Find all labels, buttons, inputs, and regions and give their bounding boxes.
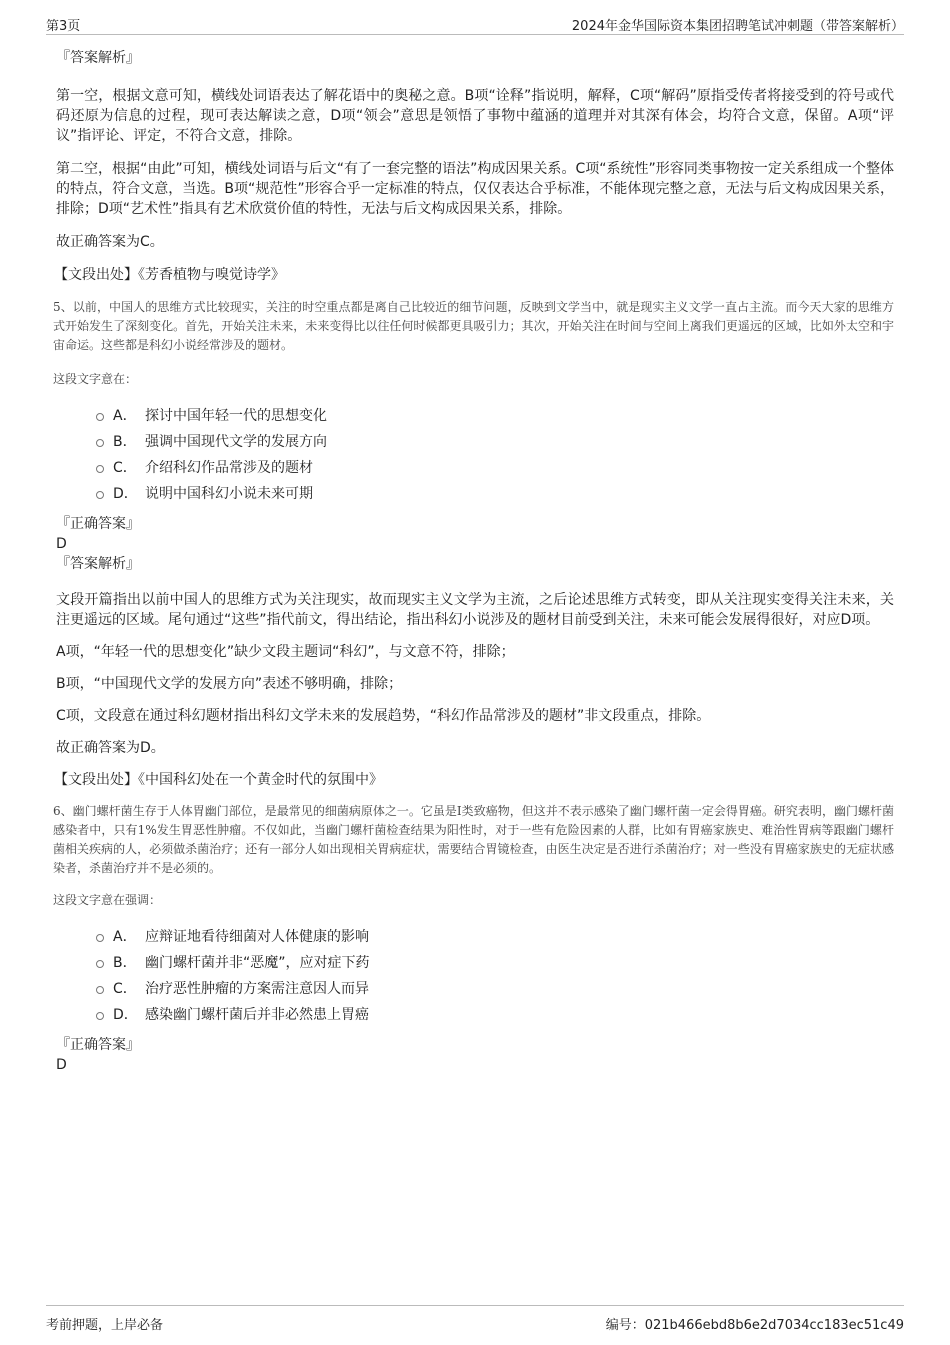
q4-source: 【文段出处】《芳香植物与嗅觉诗学》 xyxy=(54,267,285,283)
footer-slogan: 考前押题，上岸必备 xyxy=(46,1318,164,1333)
radio-icon[interactable] xyxy=(96,934,104,942)
q6-answer: D xyxy=(56,1057,67,1073)
q4-analysis-paragraph: 第二空，根据“由此”可知，横线处词语与后文“有了一套完整的语法”构成因果关系。C项“系统性”形容同类事物按一定关系组成一个整体的特点，符合文意，当选。B项“规范性”形容合乎一定标准的特点，仅仅表达合乎标准，不能体现完整之意，无法与后文构成因果关系，排除；D项“艺术性”指具有艺术欣赏价值的特性，无法与后文构成因果关系，排除。 xyxy=(56,161,894,217)
q5-analysis-paragraph: 文段开篇指出以前中国人的思维方式为关注现实，故而现实主义文学为主流，之后论述思维方式转变，即从关注现实变得关注未来，关注更遥远的区域。尾句通过“这些”指代前文，得出结论，指出科幻小说涉及的题材目前受到关注，未来可能会发展得很好，对应D项。 xyxy=(56,592,894,628)
q6-option-d[interactable]: D． 感染幽门螺杆菌后并非必然患上胃癌 xyxy=(96,1001,894,1027)
document-title: 2024年金华国际资本集团招聘笔试冲刺题（带答案解析） xyxy=(571,19,904,34)
q5-option-b[interactable]: B． 强调中国现代文学的发展方向 xyxy=(96,428,894,454)
q5-prompt: 这段文字意在： xyxy=(53,372,138,386)
page-footer xyxy=(46,1305,904,1336)
q5-analysis-label: 『答案解析』 xyxy=(56,556,140,572)
q5-analysis-paragraph: A项，“年轻一代的思想变化”缺少文段主题词“科幻”，与文意不符，排除； xyxy=(56,644,515,660)
radio-icon[interactable] xyxy=(96,413,104,421)
q4-analysis-paragraph: 第一空，根据文意可知，横线处词语表达了解花语中的奥秘之意。B项“诠释”指说明，解释，C项“解码”原指受传者将接受到的符号或代码还原为信息的过程，现可表达解读之意，D项“领会”意思是领悟了事物中蕴涵的道理并对其深有体会，均符合文意，保留。A项“评议”指评论、评定，不符合文意，排除。 xyxy=(56,88,894,144)
q5-answer-label: 『正确答案』 xyxy=(56,516,140,532)
q6-answer-label: 『正确答案』 xyxy=(56,1037,140,1053)
page-content xyxy=(53,44,894,1075)
q5-source: 【文段出处】《中国科幻处在一个黄金时代的氛围中》 xyxy=(54,772,383,788)
q5-analysis-paragraph: B项，“中国现代文学的发展方向”表述不够明确，排除； xyxy=(56,676,403,692)
q6-option-b[interactable]: B． 幽门螺杆菌并非“恶魔”，应对症下药 xyxy=(96,949,894,975)
page-header xyxy=(46,12,904,35)
q6-prompt: 这段文字意在强调： xyxy=(53,893,162,907)
radio-icon[interactable] xyxy=(96,1012,104,1020)
radio-icon[interactable] xyxy=(96,439,104,447)
q5-passage: 5、以前，中国人的思维方式比较现实，关注的时空重点都是离自己比较近的细节问题，反映到文学当中，就是现实主义文学一直占主流。而今天大家的思维方式开始发生了深刻变化。首先，开始关注未来，未来变得比以往任何时候都更具吸引力；其次，开始关注在时间与空间上离我们更遥远的区域，比如外太空和宇宙命运。这些都是科幻小说经常涉及的题材。 xyxy=(53,300,894,352)
document-code: 编号：021b466ebd8b6e2d7034cc183ec51c49 xyxy=(605,1318,904,1333)
q5-option-a[interactable]: A． 探讨中国年轻一代的思想变化 xyxy=(96,402,894,428)
radio-icon[interactable] xyxy=(96,465,104,473)
q6-option-a[interactable]: A． 应辩证地看待细菌对人体健康的影响 xyxy=(96,923,894,949)
q5-analysis-paragraph: C项，文段意在通过科幻题材指出科幻文学未来的发展趋势，“科幻作品常涉及的题材”非文段重点，排除。 xyxy=(56,708,711,724)
q5-option-d[interactable]: D． 说明中国科幻小说未来可期 xyxy=(96,480,894,506)
q4-conclusion: 故正确答案为C。 xyxy=(56,234,164,250)
q5-options xyxy=(96,402,894,506)
radio-icon[interactable] xyxy=(96,491,104,499)
page-number: 第3页 xyxy=(46,19,81,34)
q5-conclusion: 故正确答案为D。 xyxy=(56,740,165,756)
q4-analysis-label: 『答案解析』 xyxy=(56,50,140,66)
radio-icon[interactable] xyxy=(96,986,104,994)
q6-option-c[interactable]: C． 治疗恶性肿瘤的方案需注意因人而异 xyxy=(96,975,894,1001)
q6-passage: 6、幽门螺杆菌生存于人体胃幽门部位，是最常见的细菌病原体之一。它虽是I类致癌物，但这并不表示感染了幽门螺杆菌一定会得胃癌。研究表明，幽门螺杆菌感染者中，只有1%发生胃恶性肿瘤。不仅如此，当幽门螺杆菌检查结果为阳性时，对于一些有危险因素的人群，比如有胃癌家族史、难治性胃病等跟幽门螺杆菌相关疾病的人，必须做杀菌治疗；还有一部分人如出现相关胃病症状，需要结合胃镜检查，由医生决定是否进行杀菌治疗；对一些没有胃癌家族史的无症状感染者，杀菌治疗并不是必须的。 xyxy=(53,804,894,875)
radio-icon[interactable] xyxy=(96,960,104,968)
q5-option-c[interactable]: C． 介绍科幻作品常涉及的题材 xyxy=(96,454,894,480)
q6-options xyxy=(96,923,894,1027)
q5-answer: D xyxy=(56,536,67,552)
